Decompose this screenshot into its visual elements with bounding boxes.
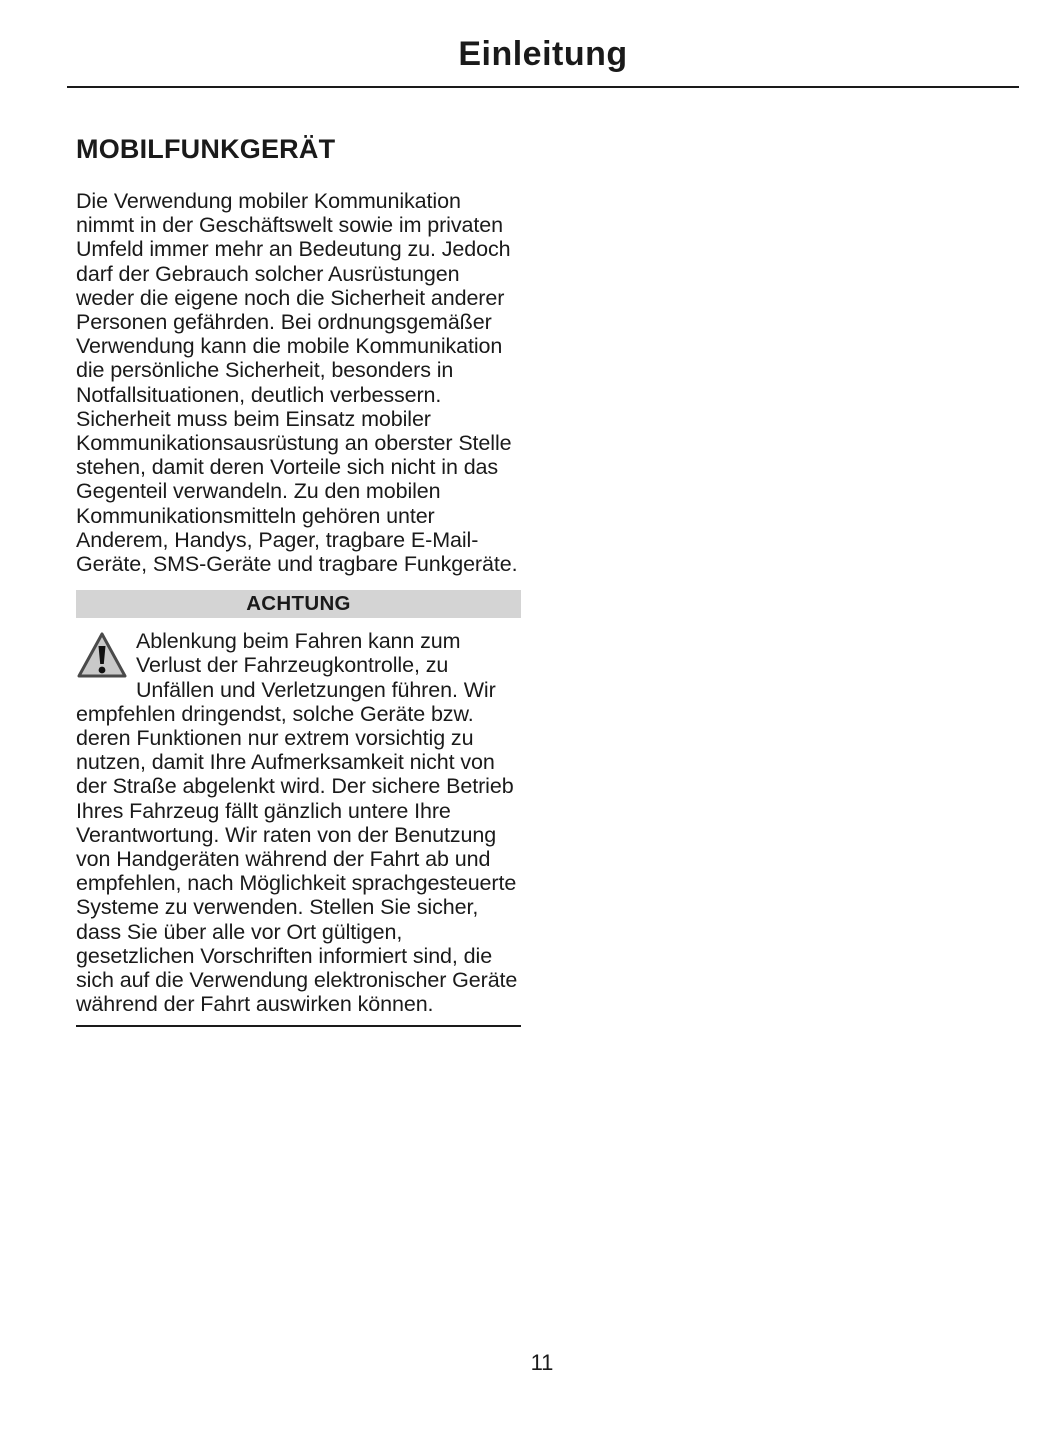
- page-title: Einleitung: [458, 35, 628, 73]
- header-divider: [67, 86, 1019, 88]
- warning-label: ACHTUNG: [246, 592, 351, 616]
- page-header: [0, 0, 1056, 88]
- warning-end-divider: [76, 1025, 521, 1027]
- page-number: 11: [530, 1350, 554, 1375]
- warning-block: [76, 629, 521, 1026]
- main-content: [76, 130, 521, 1027]
- section-heading: MOBILFUNKGERÄT: [76, 134, 336, 164]
- warning-triangle-icon: [76, 631, 128, 681]
- warning-label-bar: [76, 590, 521, 618]
- warning-text: Ablenkung beim Fahren kann zum Verlust der Fahrzeugkontrolle, zu Unfällen und Verletzungen führen. Wir empfehlen dringendst, solche Geräte bzw. deren Funktionen nur extrem vorsichtig zu nutzen, damit Ihre Aufmerksamkeit nicht von der Straße abgelenkt wird. Der sichere Betrieb Ihres Fahrzeug fällt gänzlich untere Ihre Verantwortung. Wir raten von der Benutzung von Handgeräten während der Fahrt ab und empfehlen, nach Möglichkeit sprachgesteuerte Systeme zu verwenden. Stellen Sie sicher, dass Sie über alle vor Ort gültigen, gesetzlichen Vorschriften informiert sind, die sich auf die Verwendung elektronischer Geräte während der Fahrt auswirken können.: [76, 629, 518, 1017]
- section-body-text: Die Verwendung mobiler Kommunikation nimmt in der Geschäftswelt sowie im privaten Umfeld immer mehr an Bedeutung zu. Jedoch darf der Gebrauch solcher Ausrüstungen weder die eigene noch die Sicherheit anderer Personen gefährden. Bei ordnungsgemäßer Verwendung kann die mobile Kommunikation die persönliche Sicherheit, besonders in Notfallsituationen, deutlich verbessern. Sicherheit muss beim Einsatz mobiler Kommunikationsausrüstung an oberster Stelle stehen, damit deren Vorteile sich nicht in das Gegenteil verwandeln. Zu den mobilen Kommunikationsmitteln gehören unter Anderem, Handys, Pager, tragbare E-Mail-Geräte, SMS-Geräte und tragbare Funkgeräte.: [76, 189, 518, 577]
